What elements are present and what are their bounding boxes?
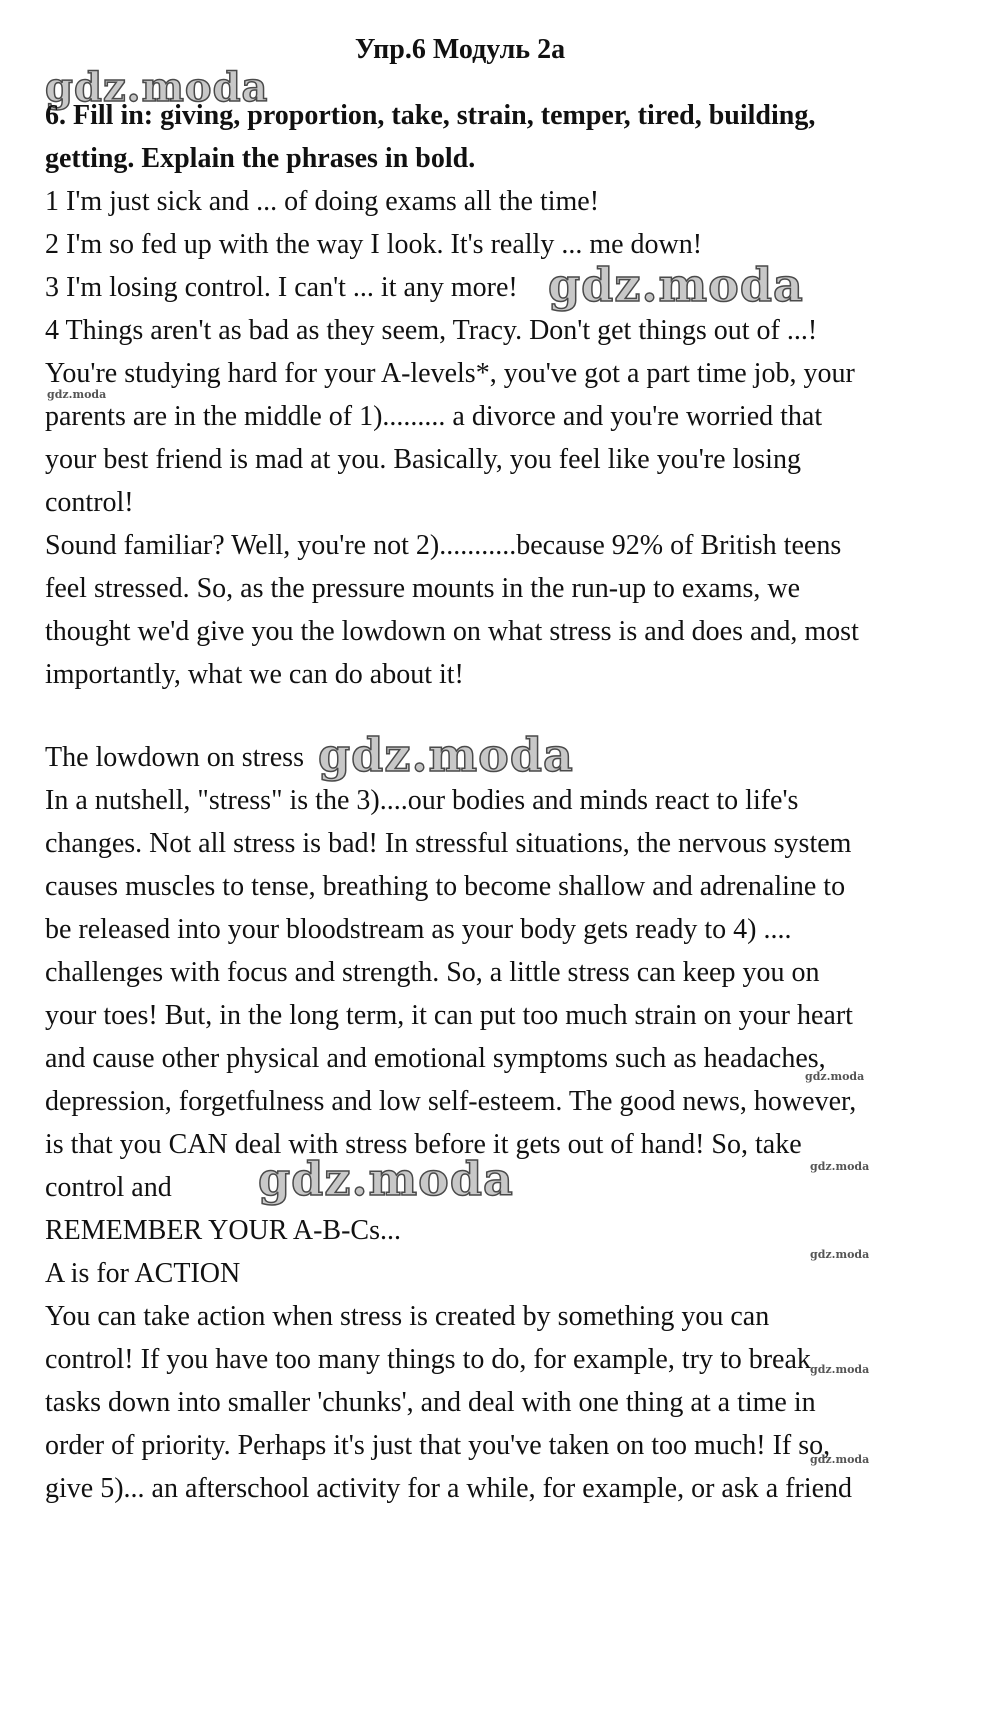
text-line: your toes! But, in the long term, it can put too much strain on your heart [45,1000,853,1031]
watermark-logo: gdz.moda [258,1152,514,1206]
text-line: control! [45,487,134,518]
watermark-logo: gdz.moda [810,1160,870,1173]
text-line: tasks down into smaller 'chunks', and deal with one thing at a time in [45,1387,816,1418]
text-line: is that you CAN deal with stress before it gets out of hand! So, take [45,1129,802,1160]
text-line: and cause other physical and emotional symptoms such as headaches, [45,1043,826,1074]
instruction-line: 6. Fill in: giving, proportion, take, strain, temper, tired, building, [45,100,816,131]
watermark-logo: gdz.moda [318,728,574,782]
text-line: feel stressed. So, as the pressure mounts in the run-up to exams, we [45,573,801,604]
watermark-logo: gdz.moda [810,1453,870,1466]
text-line: control! If you have too many things to do, for example, try to break [45,1344,811,1375]
instruction-line: getting. Explain the phrases in bold. [45,143,476,174]
text-line: depression, forgetfulness and low self-esteem. The good news, however, [45,1086,857,1117]
text-line: control and [45,1172,172,1203]
text-line: 1 I'm just sick and ... of doing exams all the time! [45,186,600,217]
page-title: Упр.6 Модуль 2а [354,34,566,65]
text-line: your best friend is mad at you. Basically, you feel like you're losing [45,444,801,475]
text-line: You're studying hard for your A-levels*, you've got a part time job, your [45,358,855,389]
text-line: be released into your bloodstream as your body gets ready to 4) .... [45,914,792,945]
watermark-logo: gdz.moda [47,388,107,401]
text-line: 4 Things aren't as bad as they seem, Tracy. Don't get things out of ...! [45,315,818,346]
text-line: thought we'd give you the lowdown on what stress is and does and, most [45,616,859,647]
text-line: order of priority. Perhaps it's just that you've taken on too much! If so, [45,1430,831,1461]
text-line: causes muscles to tense, breathing to become shallow and adrenaline to [45,871,846,902]
watermark-logo: gdz.moda [810,1248,870,1261]
watermark-logo: gdz.moda [805,1070,865,1083]
text-line: 3 I'm losing control. I can't ... it any more! [45,272,518,303]
text-line: 2 I'm so fed up with the way I look. It's really ... me down! [45,229,703,260]
text-line: A is for ACTION [45,1258,241,1289]
text-line: In a nutshell, "stress" is the 3)....our bodies and minds react to life's [45,785,799,816]
text-line: You can take action when stress is created by something you can [45,1301,770,1332]
text-line: Sound familiar? Well, you're not 2)...........because 92% of British teens [45,530,842,561]
text-line: importantly, what we can do about it! [45,659,464,690]
text-line: give 5)... an afterschool activity for a while, for example, or ask a friend [45,1473,853,1504]
text-line: REMEMBER YOUR A-B-Cs... [45,1215,402,1246]
watermark-logo: gdz.moda [45,64,269,111]
text-line: changes. Not all stress is bad! In stressful situations, the nervous system [45,828,852,859]
watermark-logo: gdz.moda [548,258,804,312]
section-heading: The lowdown on stress [45,742,304,773]
text-line: parents are in the middle of 1)......... a divorce and you're worried that [45,401,823,432]
text-line: challenges with focus and strength. So, a little stress can keep you on [45,957,820,988]
watermark-logo: gdz.moda [810,1363,870,1376]
